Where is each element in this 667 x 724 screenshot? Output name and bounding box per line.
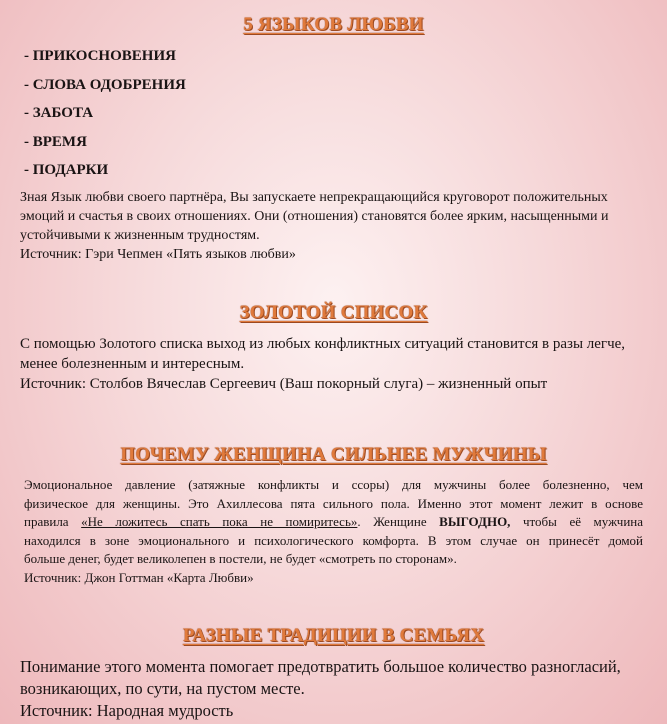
woman-stronger-heading: ПОЧЕМУ ЖЕНЩИНА СИЛЬНЕЕ МУЖЧИНЫ	[120, 444, 547, 465]
rule-prefix: правила	[24, 514, 82, 529]
gold-list-paragraph	[20, 334, 647, 394]
source-line: Источник: Гэри Чепмен «Пять языков любви»	[20, 247, 296, 262]
paragraph-line: устойчивыми к жизненным трудностям.	[20, 228, 260, 243]
paragraph-line: находился в зоне эмоционального и психологического комфорта. В этом случае он принесёт домой	[24, 532, 643, 548]
rule-quote: «Не ложитесь спать пока не помиритесь»	[81, 514, 358, 529]
paragraph-line: возникающих, по сути, на пустом месте.	[20, 679, 305, 698]
list-item: - СЛОВА ОДОБРЕНИЯ	[24, 76, 186, 93]
rule-middle: . Женщине	[357, 514, 440, 529]
traditions-heading: РАЗНЫЕ ТРАДИЦИИ В СЕМЬЯХ	[182, 625, 485, 646]
woman-stronger-paragraph	[24, 476, 643, 587]
paragraph-line: больше денег, будет великолепен в постели, не будет «смотреть по сторонам».	[24, 551, 457, 566]
list-item: - ПОДАРКИ	[24, 162, 109, 178]
paragraph-line: эмоций и счастья в своих отношениях. Они (отношения) становятся более ярким, насыщенными и	[20, 209, 609, 224]
gold-list-heading: ЗОЛОТОЙ СПИСОК	[239, 302, 428, 323]
list-item: - ПРИКОСНОВЕНИЯ	[24, 48, 176, 64]
paragraph-line: менее болезненным и интересным.	[20, 356, 245, 372]
paragraph-line: Зная Язык любви своего партнёра, Вы запускаете непрекращающийся круговорот положительных	[20, 190, 608, 205]
bold-emphasis: ВЫГОДНО,	[439, 514, 511, 529]
love-languages-heading: 5 ЯЗЫКОВ ЛЮБВИ	[243, 14, 424, 35]
source-line: Источник: Джон Готтман «Карта Любви»	[24, 569, 254, 585]
love-languages-list	[24, 42, 186, 185]
rule-suffix: чтобы её мужчина	[510, 514, 643, 529]
paragraph-line	[24, 513, 643, 532]
source-line: Источник: Столбов Вячеслав Сергеевич (Ваш покорный слуга) – жизненный опыт	[20, 376, 548, 392]
paragraph-line: физическое для женщины. Это Ахиллесова пята сильного пола. Именно этот момент лежит в основе	[24, 495, 643, 511]
paragraph-line: С помощью Золотого списка выход из любых конфликтных ситуаций становится в разы легче,	[20, 336, 626, 352]
list-item: - ВРЕМЯ	[24, 133, 87, 150]
list-item: - ЗАБОТА	[24, 105, 94, 121]
traditions-paragraph	[20, 656, 647, 722]
love-languages-paragraph	[20, 188, 647, 264]
paragraph-line: Понимание этого момента помогает предотвратить большое количество разногласий,	[20, 657, 621, 676]
paragraph-line: Эмоциональное давление (затяжные конфликты и ссоры) для мужчины более болезненно, чем	[24, 477, 643, 492]
source-line: Источник: Народная мудрость	[20, 701, 234, 720]
